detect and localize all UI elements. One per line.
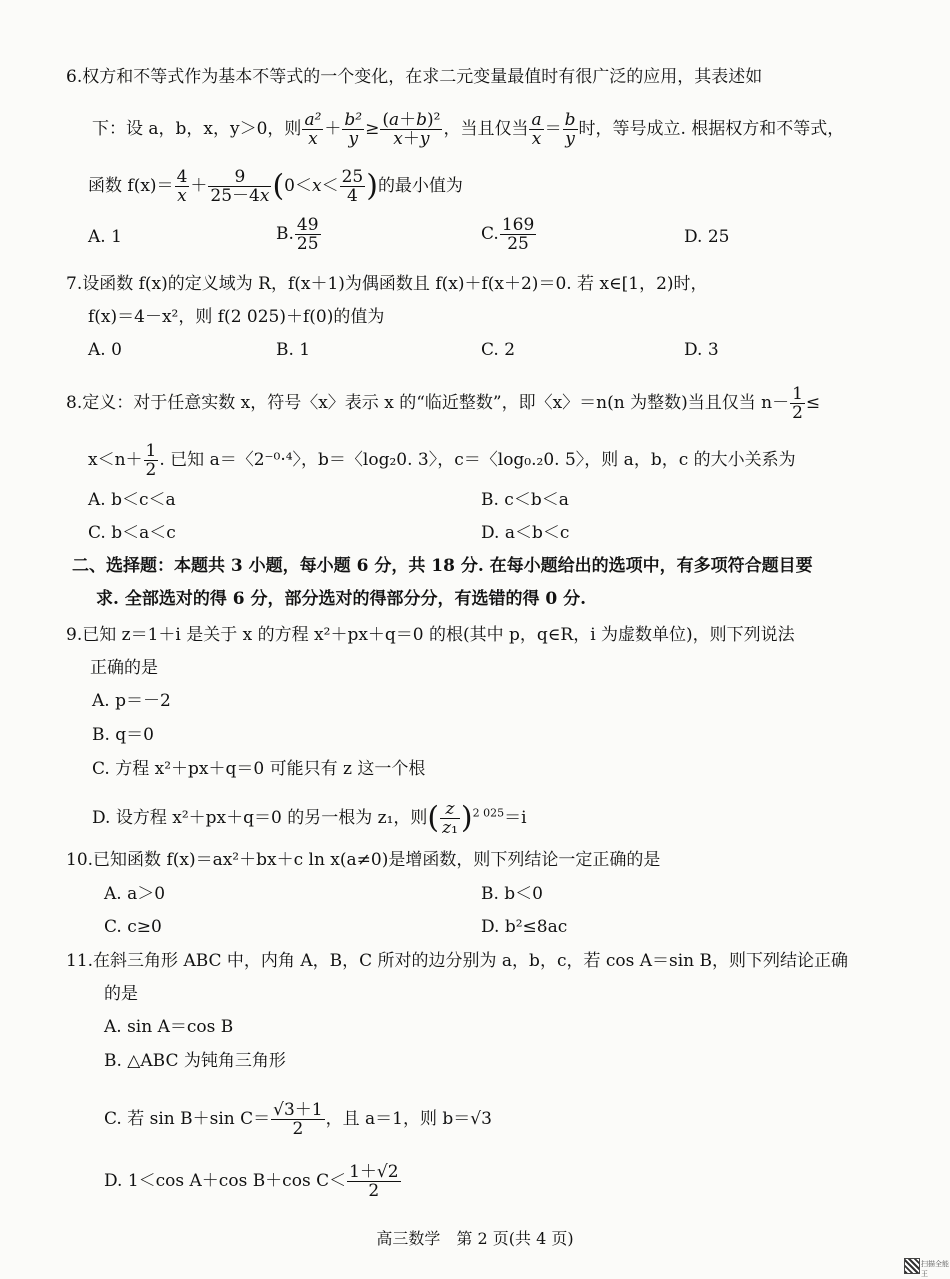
scanner-watermark: 扫描全能王 xyxy=(921,1260,949,1278)
q6-text: 时，等号成立. 根据权方和不等式， xyxy=(578,119,845,139)
q6-line1: 6.权方和不等式作为基本不等式的一个变化，在求二元变量最值时有很广泛的应用，其表述如 xyxy=(66,67,763,87)
q6-c-label: C. xyxy=(481,224,499,244)
q8-text: 8.定义：对于任意实数 x，符号〈x〉表示 x 的“临近整数”，即〈x〉＝n(n 为整数)当且仅当 n－ xyxy=(66,393,790,413)
q6-option-b xyxy=(276,216,322,253)
q6-line3: 函数 f(x)＝ $\frac{4}{x}$ ＋ $\frac{9}{25-4x}$ (0＜x＜ $\frac{25}{4}$ )的最小值为 xyxy=(88,167,463,206)
q8-frac-half-2: $\frac{1}{2}$ xyxy=(145,441,157,480)
q8-option-c: C. b＜a＜c xyxy=(88,523,176,543)
q7-option-b: B. 1 xyxy=(276,340,311,360)
qr-stamp-icon xyxy=(904,1258,920,1274)
page-footer: 高三数学 第 2 页(共 4 页) xyxy=(376,1229,574,1248)
section2-line2: 求. 全部选对的得 6 分，部分选对的得部分分，有选错的得 0 分. xyxy=(96,589,587,609)
section2-line1: 二、选择题：本题共 3 小题，每小题 6 分，共 18 分. 在每小题给出的选项中，有多项符合题目要 xyxy=(72,556,813,576)
q6-frac-4x: $\frac{4}{x}$ xyxy=(176,167,188,206)
q8-text: x＜n＋ xyxy=(88,450,143,470)
q11-c-frac: $\frac{√3+1}{2}$ xyxy=(273,1100,323,1139)
q6-option-a: A. 1 xyxy=(88,227,122,247)
q9-exponent: 2 025 xyxy=(472,806,505,820)
q6-text: ，当且仅当 xyxy=(443,119,529,139)
q6-frac-b2y: $\frac{\text{b²}}{y}$ xyxy=(344,110,363,149)
q6-b-label: B. xyxy=(276,224,294,244)
q7-line1: 7.设函数 f(x)的定义域为 R，f(x＋1)为偶函数且 f(x)＋f(x＋2)＝0. 若 x∈[1，2)时， xyxy=(66,274,708,294)
q6-frac-sum: $\frac{\text{(a＋b)²}}{x+y}$ xyxy=(382,110,441,149)
q10-option-d: D. b²≤8ac xyxy=(481,917,568,937)
q6-option-d: D. 25 xyxy=(684,227,730,247)
q9-line2: 正确的是 xyxy=(90,658,158,678)
q6-text: 的最小值为 xyxy=(377,176,463,196)
q10-option-b: B. b＜0 xyxy=(481,884,543,904)
q11-c-text: ，且 a＝1，则 b＝√3 xyxy=(325,1109,492,1129)
q9-d-text: D. 设方程 x²＋px＋q＝0 的另一根为 z₁，则 xyxy=(92,808,428,828)
q6-frac-a2x: $\frac{\text{a²}}{x}$ xyxy=(304,110,322,149)
q8-line1 xyxy=(66,385,820,422)
q8-frac-half: $\frac{1}{2}$ xyxy=(792,384,803,423)
q6-text: 下：设 a，b，x，y＞0，则 xyxy=(92,119,302,139)
q9-line1: 9.已知 z＝1＋i 是关于 x 的方程 x²＋px＋q＝0 的根(其中 p，q∈R，i 为虚数单位)，则下列说法 xyxy=(66,625,795,645)
q11-c-text: C. 若 sin B＋sin C＝ xyxy=(104,1109,271,1129)
q7-option-d: D. 3 xyxy=(684,340,719,360)
q11-line2: 的是 xyxy=(104,984,138,1004)
q11-line1: 11.在斜三角形 ABC 中，内角 A，B，C 所对的边分别为 a，b，c，若 cos A＝sin B，则下列结论正确 xyxy=(66,951,849,971)
q8-text: . 已知 a＝〈2⁻⁰·⁴〉，b＝〈log₂0. 3〉，c＝〈log₀.₂0. 5〉，则 a，b，c 的大小关系为 xyxy=(159,450,796,470)
q6-option-c xyxy=(481,216,537,253)
q8-option-b: B. c＜b＜a xyxy=(481,490,569,510)
q10-option-c: C. c≥0 xyxy=(104,917,162,937)
q11-option-d xyxy=(104,1163,402,1200)
q11-option-b: B. △ABC 为钝角三角形 xyxy=(104,1051,286,1071)
q9-d-text: ＝i xyxy=(504,808,527,828)
q11-option-a: A. sin A＝cos B xyxy=(104,1017,234,1037)
q9-option-d: D. 设方程 x²＋px＋q＝0 的另一根为 z₁，则( $\frac{z}{\text{z₁}}$ )$^{2 025}$＝i xyxy=(92,799,527,838)
q10-option-a: A. a＞0 xyxy=(104,884,166,904)
q6-b-frac: $\frac{49}{25}$ xyxy=(296,215,319,254)
q11-d-frac: $\frac{1+√2}{2}$ xyxy=(349,1162,399,1201)
q9-frac-z-z1: $\frac{z}{\text{z₁}}$ xyxy=(442,799,458,838)
q8-text: ≤ xyxy=(805,393,821,413)
q8-option-d: D. a＜b＜c xyxy=(481,523,570,543)
q9-option-c: C. 方程 x²＋px＋q＝0 可能只有 z 这一个根 xyxy=(92,759,426,779)
q6-line2: 下：设 a，b，x，y＞0，则 $\frac{\text{a²}}{x}$ ＋ $\frac{\text{b²}}{y}$ ≥ $\frac{\text{(a＋b)²}}{x+y}$ ，当且仅当 $\frac{a}{x}$ ＝ $\frac{b}{y}$ 时，等号成立. 根据权方和不等式， xyxy=(92,110,845,149)
q7-line2: f(x)＝4－x²，则 f(2 025)＋f(0)的值为 xyxy=(88,307,385,327)
q6-frac-9: $\frac{9}{25-4x}$ xyxy=(210,167,270,206)
q6-c-frac: $\frac{169}{25}$ xyxy=(501,215,535,254)
q10-line1: 10.已知函数 f(x)＝ax²＋bx＋c ln x(a≠0)是增函数，则下列结论一定正确的是 xyxy=(66,850,661,870)
q7-option-c: C. 2 xyxy=(481,340,516,360)
q9-option-a: A. p＝－2 xyxy=(92,691,171,711)
q6-frac-by: $\frac{b}{y}$ xyxy=(564,110,576,149)
q9-option-b: B. q＝0 xyxy=(92,725,154,745)
q11-d-text: D. 1＜cos A＋cos B＋cos C＜ xyxy=(104,1171,347,1191)
q8-line2 xyxy=(88,442,796,479)
q11-option-c xyxy=(104,1101,492,1138)
q7-option-a: A. 0 xyxy=(88,340,122,360)
q6-frac-25-4: $\frac{25}{4}$ xyxy=(341,167,364,206)
q6-text: 函数 f(x)＝ xyxy=(88,176,174,196)
q8-option-a: A. b＜c＜a xyxy=(88,490,176,510)
q6-frac-ax: $\frac{a}{x}$ xyxy=(531,110,542,149)
